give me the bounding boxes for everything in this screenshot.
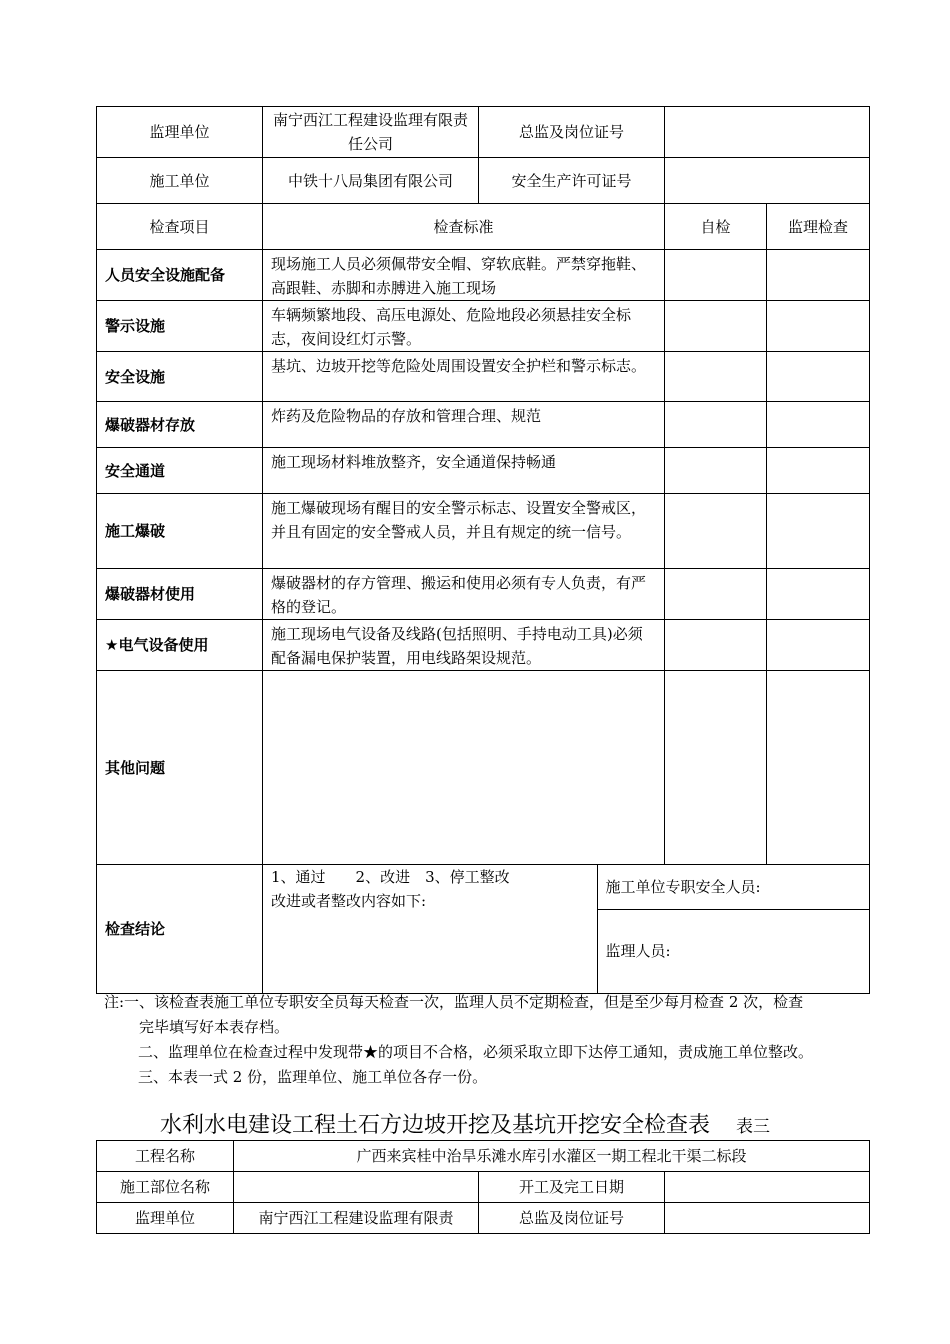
notes: [104, 990, 874, 1090]
table-row: [97, 569, 870, 620]
table-row: [97, 620, 870, 671]
supervisor-check-cell[interactable]: [767, 569, 870, 620]
row-item: 安全通道: [97, 448, 263, 494]
table-row: [97, 494, 870, 569]
safety-license-label: 安全生产许可证号: [479, 158, 665, 204]
self-check-cell[interactable]: [665, 671, 767, 865]
table-row: [97, 250, 870, 301]
supervisor-label-2: 监理单位: [97, 1203, 234, 1234]
safety-check-table: [96, 106, 870, 994]
self-check-cell[interactable]: [665, 250, 767, 301]
row-item: 人员安全设施配备: [97, 250, 263, 301]
self-check-cell[interactable]: [665, 494, 767, 569]
row-standard: 施工现场材料堆放整齐，安全通道保持畅通: [263, 448, 665, 494]
note-line-3: 三、本表一式 2 份，监理单位、施工单位各存一份。: [138, 1068, 488, 1086]
supervisor-person-label: 监理人员:: [605, 942, 671, 961]
chief-cert-label: 总监及岗位证号: [479, 107, 665, 158]
row-item: 警示设施: [97, 301, 263, 352]
row-standard: 施工现场电气设备及线路(包括照明、手持电动工具)必须配备漏电保护装置，用电线路架设规范。: [263, 620, 665, 671]
supervisor-check-cell[interactable]: [767, 352, 870, 402]
dates-label: 开工及完工日期: [479, 1172, 665, 1203]
header-standard: 检查标准: [263, 204, 665, 250]
self-check-cell[interactable]: [665, 448, 767, 494]
form-tag: 表三: [736, 1117, 771, 1137]
chief-cert-value-2[interactable]: [665, 1203, 870, 1234]
row-standard: 基坑、边坡开挖等危险处周围设置安全护栏和警示标志。: [263, 352, 665, 402]
row-standard: 炸药及危险物品的存放和管理合理、规范: [263, 402, 665, 448]
row-item: 安全设施: [97, 352, 263, 402]
header-supervisor-check: 监理检查: [767, 204, 870, 250]
header-self-check: 自检: [665, 204, 767, 250]
project-info-table: [96, 1140, 870, 1234]
row-standard: 爆破器材的存方管理、搬运和使用必须有专人负责，有严格的登记。: [263, 569, 665, 620]
row-standard: 车辆频繁地段、高压电源处、危险地段必须悬挂安全标志，夜间设红灯示警。: [263, 301, 665, 352]
contractor-value: 中铁十八局集团有限公司: [263, 158, 479, 204]
row-standard: 施工爆破现场有醒目的安全警示标志、设置安全警戒区，并且有固定的安全警戒人员，并且有规定的统一信号。: [263, 494, 665, 569]
conclusion-content[interactable]: [263, 865, 597, 993]
table-row: [97, 301, 870, 352]
supervisor-check-cell[interactable]: [767, 301, 870, 352]
conclusion-row: [97, 865, 870, 994]
supervisor-check-cell[interactable]: [767, 250, 870, 301]
other-issues-label: 其他问题: [97, 671, 263, 865]
table-row: [97, 448, 870, 494]
table-row: [97, 352, 870, 402]
conclusion-inner: [263, 865, 869, 993]
supervisor-check-cell[interactable]: [767, 402, 870, 448]
construction-part-label: 施工部位名称: [97, 1172, 234, 1203]
row-item: 施工爆破: [97, 494, 263, 569]
header-item: 检查项目: [97, 204, 263, 250]
construction-part-value[interactable]: [234, 1172, 479, 1203]
conclusion-options[interactable]: 1、通过 2、改进 3、停工整改: [271, 868, 510, 886]
self-check-cell[interactable]: [665, 620, 767, 671]
form-title-text: 水利水电建设工程土石方边坡开挖及基坑开挖安全检查表: [160, 1113, 711, 1138]
project-name-label: 工程名称: [97, 1141, 234, 1172]
other-issues-row: [97, 671, 870, 865]
self-check-cell[interactable]: [665, 569, 767, 620]
form-title: [160, 1108, 860, 1139]
row-item: 爆破器材使用: [97, 569, 263, 620]
row-standard: 现场施工人员必须佩带安全帽、穿软底鞋。严禁穿拖鞋、高跟鞋、赤脚和赤膊进入施工现场: [263, 250, 665, 301]
row-item: 爆破器材存放: [97, 402, 263, 448]
note-line-1: 注:一、该检查表施工单位专职安全员每天检查一次，监理人员不定期检查，但是至少每月检查 2 次，检查: [104, 993, 804, 1011]
conclusion-note: 改进或者整改内容如下:: [271, 892, 427, 910]
row-item: ★电气设备使用: [97, 620, 263, 671]
dates-value[interactable]: [665, 1172, 870, 1203]
supervisor-check-cell[interactable]: [767, 671, 870, 865]
supervisor-check-cell[interactable]: [767, 448, 870, 494]
project-name-value: 广西来宾桂中治旱乐滩水库引水灌区一期工程北干渠二标段: [234, 1141, 870, 1172]
supervisor-value: 南宁西江工程建设监理有限责任公司: [263, 107, 479, 158]
supervisor-label: 监理单位: [97, 107, 263, 158]
other-issues-cell[interactable]: [263, 671, 665, 865]
table-row: [97, 402, 870, 448]
safety-license-value-cell[interactable]: [665, 158, 870, 204]
supervisor-check-cell[interactable]: [767, 620, 870, 671]
note-line-1b: 完毕填写好本表存档。: [139, 1018, 290, 1036]
chief-cert-value-cell[interactable]: [665, 107, 870, 158]
self-check-cell[interactable]: [665, 402, 767, 448]
note-line-2: 二、监理单位在检查过程中发现带★的项目不合格，必须采取立即下达停工通知，责成施工单位整改。: [138, 1043, 814, 1061]
self-check-cell[interactable]: [665, 352, 767, 402]
chief-cert-label-2: 总监及岗位证号: [479, 1203, 665, 1234]
supervisor-value-2: 南宁西江工程建设监理有限责: [234, 1203, 479, 1234]
conclusion-label: 检查结论: [97, 865, 263, 994]
self-check-cell[interactable]: [665, 301, 767, 352]
contractor-label: 施工单位: [97, 158, 263, 204]
safety-officer-label: 施工单位专职安全人员:: [597, 865, 869, 909]
supervisor-check-cell[interactable]: [767, 494, 870, 569]
